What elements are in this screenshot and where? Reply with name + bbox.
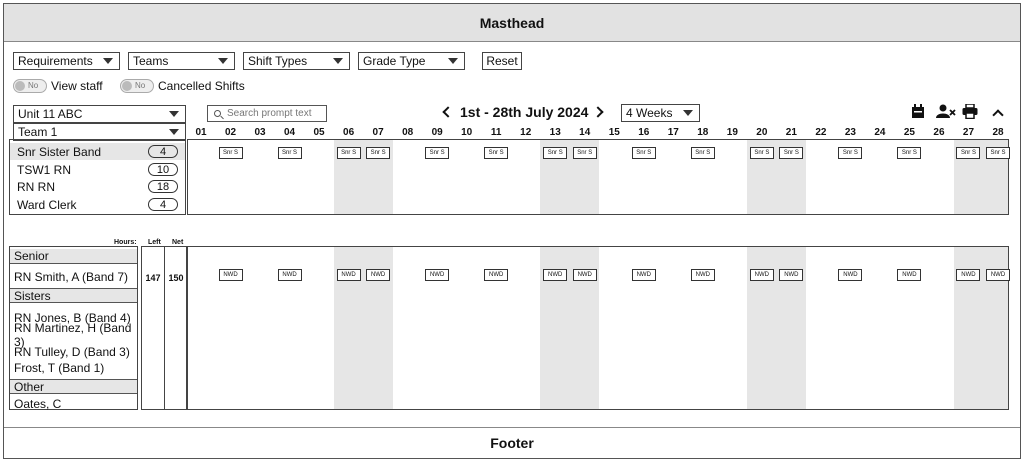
shift-chip-09[interactable]: NWD: [425, 269, 449, 281]
reset-button[interactable]: Reset: [482, 52, 522, 70]
staff-group-sisters: Sisters: [10, 288, 137, 303]
unit-select-value: Unit 11 ABC: [18, 107, 83, 121]
staff-row[interactable]: Oates, C: [14, 397, 62, 411]
day-header-28: 28: [992, 127, 1004, 138]
unit-select[interactable]: [13, 105, 186, 123]
hours-left-value: 147: [145, 273, 161, 283]
day-header-08: 08: [402, 127, 414, 138]
day-header-05: 05: [313, 127, 325, 138]
requirements-legend: [9, 139, 186, 215]
search-input[interactable]: [207, 105, 327, 122]
view-staff-toggle[interactable]: [13, 79, 47, 93]
requirement-chip-14[interactable]: Snr S: [573, 147, 597, 159]
day-header-12: 12: [520, 127, 532, 138]
hours-net-value: 150: [168, 273, 184, 283]
legend-row-rn-rn[interactable]: [10, 178, 185, 195]
calendar-icon[interactable]: [911, 104, 925, 119]
staff-group-senior: Senior: [10, 249, 137, 264]
day-header-20: 20: [756, 127, 768, 138]
chevron-right-icon[interactable]: [593, 106, 604, 117]
legend-row-ward-clerk[interactable]: [10, 196, 185, 213]
legend-count-badge: 4: [148, 145, 178, 158]
chevron-down-icon: [333, 58, 343, 64]
legend-label: Ward Clerk: [17, 197, 77, 212]
legend-count-badge: 4: [148, 198, 178, 211]
day-header-11: 11: [490, 127, 502, 138]
remove-user-icon[interactable]: [936, 104, 956, 119]
legend-row-tsw1-rn[interactable]: [10, 161, 185, 178]
masthead: Masthead: [4, 4, 1020, 42]
teams-dropdown[interactable]: [128, 52, 235, 70]
date-range-title: 1st - 28th July 2024: [460, 104, 589, 120]
day-header-07: 07: [372, 127, 384, 138]
cancelled-shifts-toggle[interactable]: [120, 79, 154, 93]
chevron-down-icon: [448, 58, 458, 64]
requirement-chip-21[interactable]: Snr S: [779, 147, 803, 159]
day-header-10: 10: [461, 127, 473, 138]
grade-type-dropdown[interactable]: [358, 52, 465, 70]
hours-column: [141, 246, 187, 410]
day-header-18: 18: [697, 127, 709, 138]
requirement-chip-20[interactable]: Snr S: [750, 147, 774, 159]
day-header-21: 21: [785, 127, 797, 138]
day-header-15: 15: [608, 127, 620, 138]
chevron-down-icon: [169, 129, 179, 135]
teams-dropdown-label: Teams: [133, 54, 169, 68]
shift-chip-14[interactable]: NWD: [573, 269, 597, 281]
day-header-09: 09: [431, 127, 443, 138]
legend-label: Snr Sister Band: [17, 144, 102, 159]
period-select-value: 4 Weeks: [626, 106, 673, 120]
shift-chip-16[interactable]: NWD: [632, 269, 656, 281]
shift-chip-25[interactable]: NWD: [897, 269, 921, 281]
day-header-02: 02: [224, 127, 237, 138]
day-header-06: 06: [343, 127, 355, 138]
team-select-value: Team 1: [18, 125, 58, 139]
legend-count-badge: 10: [148, 163, 178, 176]
requirements-grid: [187, 139, 1009, 215]
requirement-chip-11[interactable]: Snr S: [484, 147, 508, 159]
chevron-down-icon: [169, 111, 179, 117]
search-placeholder: Search prompt text: [227, 108, 312, 119]
shift-chip-23[interactable]: NWD: [838, 269, 862, 281]
shift-chip-06[interactable]: NWD: [337, 269, 361, 281]
shift-grid: [187, 246, 1009, 410]
shift-chip-27[interactable]: NWD: [956, 269, 980, 281]
hours-header: Hours:: [114, 239, 137, 246]
day-header-24: 24: [874, 127, 886, 138]
date-navigator: [444, 104, 602, 120]
staff-list: [9, 246, 138, 410]
chevron-down-icon: [218, 58, 228, 64]
staff-row[interactable]: RN Martinez, H (Band 3): [14, 321, 132, 349]
day-header-23: 23: [844, 127, 856, 138]
chevron-left-icon[interactable]: [442, 106, 453, 117]
day-header-22: 22: [815, 127, 827, 138]
footer: Footer: [4, 427, 1020, 458]
net-header: Net: [172, 239, 184, 246]
shift-chip-11[interactable]: NWD: [484, 269, 508, 281]
legend-label: RN RN: [17, 179, 55, 194]
requirement-chip-04[interactable]: Snr S: [278, 147, 302, 159]
requirement-chip-23[interactable]: Snr S: [838, 147, 862, 159]
print-icon[interactable]: [962, 104, 978, 119]
shift-chip-07[interactable]: NWD: [366, 269, 390, 281]
day-header-13: 13: [549, 127, 561, 138]
left-header: Left: [148, 239, 161, 246]
staff-row[interactable]: Frost, T (Band 1): [14, 361, 105, 375]
legend-label: TSW1 RN: [17, 162, 71, 177]
day-header-17: 17: [667, 127, 679, 138]
toggle-knob: [15, 81, 25, 91]
toggle-state: No: [135, 81, 146, 90]
chevron-down-icon: [103, 58, 113, 64]
shift-chip-28[interactable]: NWD: [986, 269, 1010, 281]
view-staff-label: View staff: [51, 79, 103, 93]
toggle-state: No: [28, 81, 39, 90]
shift-chip-02[interactable]: NWD: [219, 269, 243, 281]
day-header-26: 26: [933, 127, 945, 138]
shift-chip-20[interactable]: NWD: [750, 269, 774, 281]
day-header-16: 16: [638, 127, 650, 138]
requirement-chip-13[interactable]: Snr S: [543, 147, 567, 159]
requirement-chip-09[interactable]: Snr S: [425, 147, 449, 159]
shift-chip-13[interactable]: NWD: [543, 269, 567, 281]
requirement-chip-27[interactable]: Snr S: [956, 147, 980, 159]
requirement-chip-07[interactable]: Snr S: [366, 147, 390, 159]
staff-row[interactable]: RN Tulley, D (Band 3): [14, 345, 130, 359]
requirement-chip-02[interactable]: Snr S: [219, 147, 243, 159]
day-header-03: 03: [254, 127, 266, 138]
legend-count-badge: 18: [148, 180, 178, 193]
requirement-chip-16[interactable]: Snr S: [632, 147, 656, 159]
day-header-19: 19: [726, 127, 738, 138]
period-select[interactable]: [621, 104, 700, 122]
shift-chip-21[interactable]: NWD: [779, 269, 803, 281]
shift-types-dropdown[interactable]: [243, 52, 350, 70]
staff-row[interactable]: RN Jones, B (Band 4): [14, 311, 131, 325]
cancelled-shifts-label: Cancelled Shifts: [158, 79, 245, 93]
toggle-knob: [122, 81, 132, 91]
search-icon: [214, 110, 221, 117]
column-divider: [164, 247, 165, 409]
day-header-04: 04: [283, 127, 296, 138]
shift-chip-04[interactable]: NWD: [278, 269, 302, 281]
day-header-25: 25: [903, 127, 915, 138]
requirement-chip-28[interactable]: Snr S: [986, 147, 1010, 159]
requirement-chip-06[interactable]: Snr S: [337, 147, 361, 159]
requirements-dropdown-label: Requirements: [18, 54, 93, 68]
grade-type-dropdown-label: Grade Type: [363, 54, 426, 68]
shift-chip-18[interactable]: NWD: [691, 269, 715, 281]
shift-types-dropdown-label: Shift Types: [248, 54, 308, 68]
legend-row-snr-sister[interactable]: [10, 143, 185, 160]
chevron-down-icon: [683, 110, 693, 116]
requirement-chip-18[interactable]: Snr S: [691, 147, 715, 159]
day-header-14: 14: [579, 127, 591, 138]
staff-group-other: Other: [10, 379, 137, 394]
requirement-chip-25[interactable]: Snr S: [897, 147, 921, 159]
day-header-27: 27: [962, 127, 975, 138]
staff-row[interactable]: RN Smith, A (Band 7): [14, 270, 129, 284]
requirements-dropdown[interactable]: [13, 52, 120, 70]
day-header-01: 01: [195, 127, 207, 138]
